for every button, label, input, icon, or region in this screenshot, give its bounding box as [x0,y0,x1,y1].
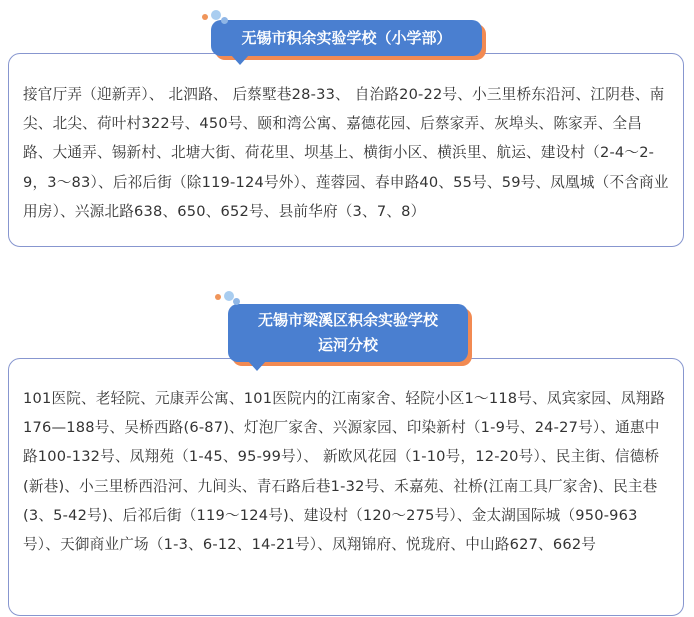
district-box [8,53,684,247]
school-title-line-1: 无锡市梁溪区积余实验学校 [257,311,438,329]
school-title-banner [211,20,482,56]
school-title: 无锡市积余实验学校（小学部） [241,29,452,47]
school-section-canal-branch [0,290,694,617]
decor-dot-orange [215,294,221,300]
school-title-banner [228,304,468,362]
decor-dot-light-blue [211,10,221,20]
district-text: 101医院、老轻院、元康弄公寓、101医院内的江南家舍、轻院小区1～118号、凤宾家园、凤翔路176—188号、吴桥西路(6-87)、灯泡厂家舍、兴源家园、印染新村（1-9号、24-27号）、通惠中路100-132号、凤翔苑（1-45、95-99号）、 新欧风花园（1-10号，12-20号）、民主街、信德桥(新巷)、小三里桥西沿河、九间头、青石路后巷1-32号、禾嘉苑、社桥(江南工具厂家舍)、民主巷(3、5-42号)、后祁后街（119～124号)、建设村（120～275号）、金太湖国际城（950-963号）、天御商业广场（1-3、6-12、14-21号）、凤翔锦府、悦珑府、中山路627、662号 [23,390,666,554]
school-title-line-2: 运河分校 [317,336,378,354]
decor-dot-orange [202,14,208,20]
district-box [8,358,684,616]
school-section-primary [0,0,694,250]
district-text: 接官厅弄（迎新弄）、 北泗路、 后蔡墅巷28-33、 自治路20-22号、小三里桥东沿河、江阴巷、南尖、北尖、荷叶村322号、450号、颐和湾公寓、嘉德花园、后蔡家弄、灰埠头、陈家弄、全昌路、大通弄、锡新村、北塘大街、荷花里、坝基上、横街小区、横浜里、航运、建设村（2-4～2-9，3～83）、后祁后街（除119-124号外）、莲蓉园、春申路40、55号、59号、凤凰城（不含商业用房）、兴源北路638、650、652号、县前华府（3、7、8） [23,86,669,220]
banner-tail [231,55,249,65]
decor-dot-blue [233,298,240,305]
decor-dot-blue [221,17,228,24]
banner-tail [248,361,266,371]
